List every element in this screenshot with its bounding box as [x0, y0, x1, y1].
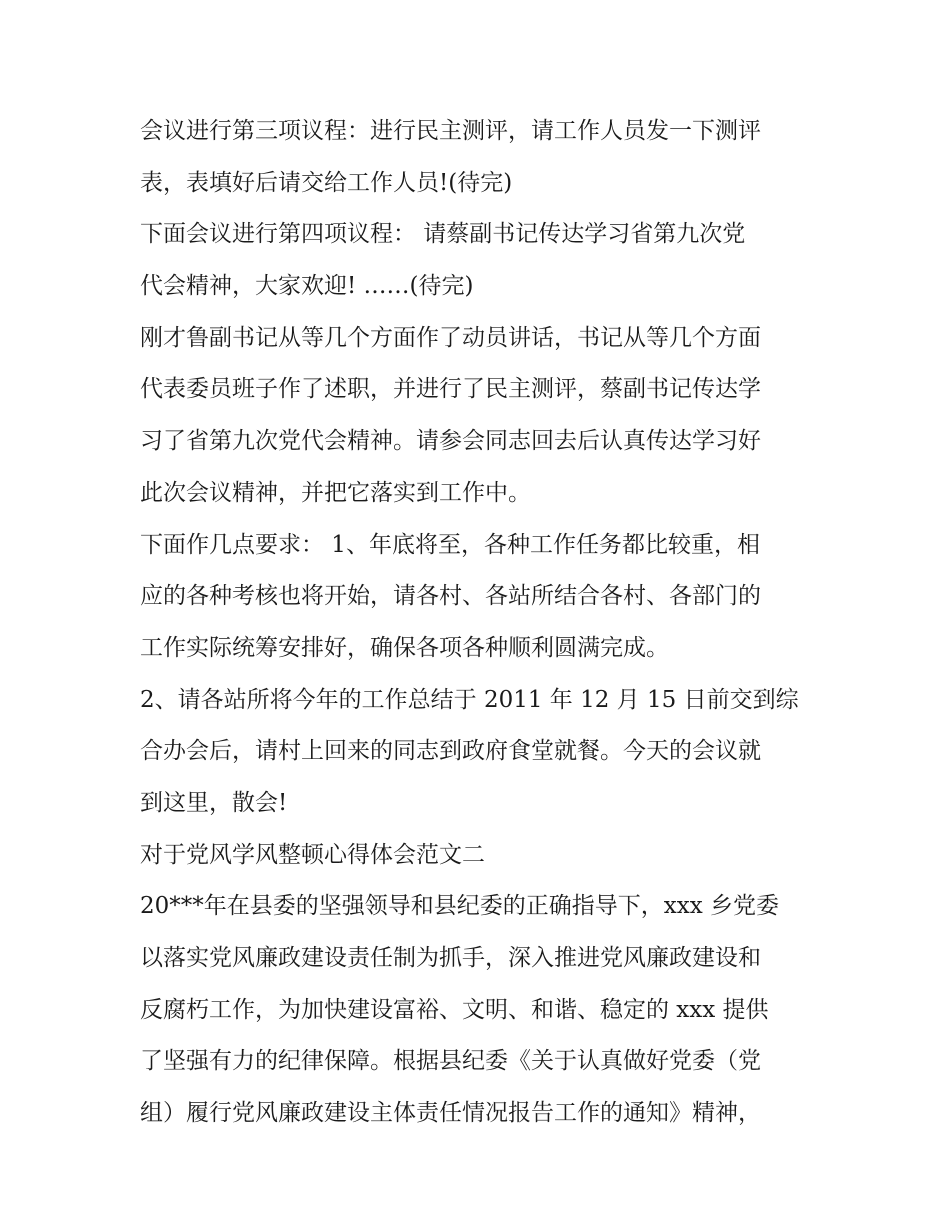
- text-line: 下面会议进行第四项议程： 请蔡副书记传达学习省第九次党: [140, 221, 746, 248]
- text-line: 下面作几点要求： 1、年底将至，各种工作任务都比较重，相: [140, 531, 760, 558]
- text-line: 会议进行第三项议程：进行民主测评，请工作人员发一下测评: [140, 118, 761, 144]
- text-line: 到这里，散会!: [140, 789, 288, 816]
- text-line: 表，表填好后请交给工作人员!(待完): [140, 169, 513, 196]
- text-line: 20***年在县委的坚强领导和县纪委的正确指导下，xxx 乡党委: [140, 893, 779, 920]
- text-line: 刚才鲁副书记从等几个方面作了动员讲话，书记从等几个方面: [140, 324, 761, 351]
- text-line: 组）履行党风廉政建设主体责任情况报告工作的通知》精神，: [140, 1100, 761, 1127]
- text-line: 工作实际统筹安排好，确保各项各种顺利圆满完成。: [140, 634, 669, 661]
- text-line: 合办会后，请村上回来的同志到政府食堂就餐。今天的会议就: [140, 738, 761, 765]
- document-body: [140, 106, 820, 1140]
- section-heading: 对于党风学风整顿心得体会范文二: [140, 841, 485, 868]
- text-line: 代表委员班子作了述职，并进行了民主测评，蔡副书记传达学: [140, 376, 761, 403]
- text-line: 反腐朽工作，为加快建设富裕、文明、和谐、稳定的 xxx 提供: [140, 996, 769, 1023]
- text-line: 此次会议精神，并把它落实到工作中。: [140, 479, 531, 506]
- text-line: 2、请各站所将今年的工作总结于 2011 年 12 月 15 日前交到综: [140, 686, 799, 713]
- text-line: 了坚强有力的纪律保障。根据县纪委《关于认真做好党委（党: [140, 1048, 761, 1075]
- text-line: 代会精神，大家欢迎! ……(待完): [140, 273, 474, 300]
- text-line: 以落实党风廉政建设责任制为抓手，深入推进党风廉政建设和: [140, 945, 761, 971]
- text-line: 习了省第九次党代会精神。请参会同志回去后认真传达学习好: [140, 428, 761, 455]
- text-line: 应的各种考核也将开始，请各村、各站所结合各村、各部门的: [140, 583, 761, 610]
